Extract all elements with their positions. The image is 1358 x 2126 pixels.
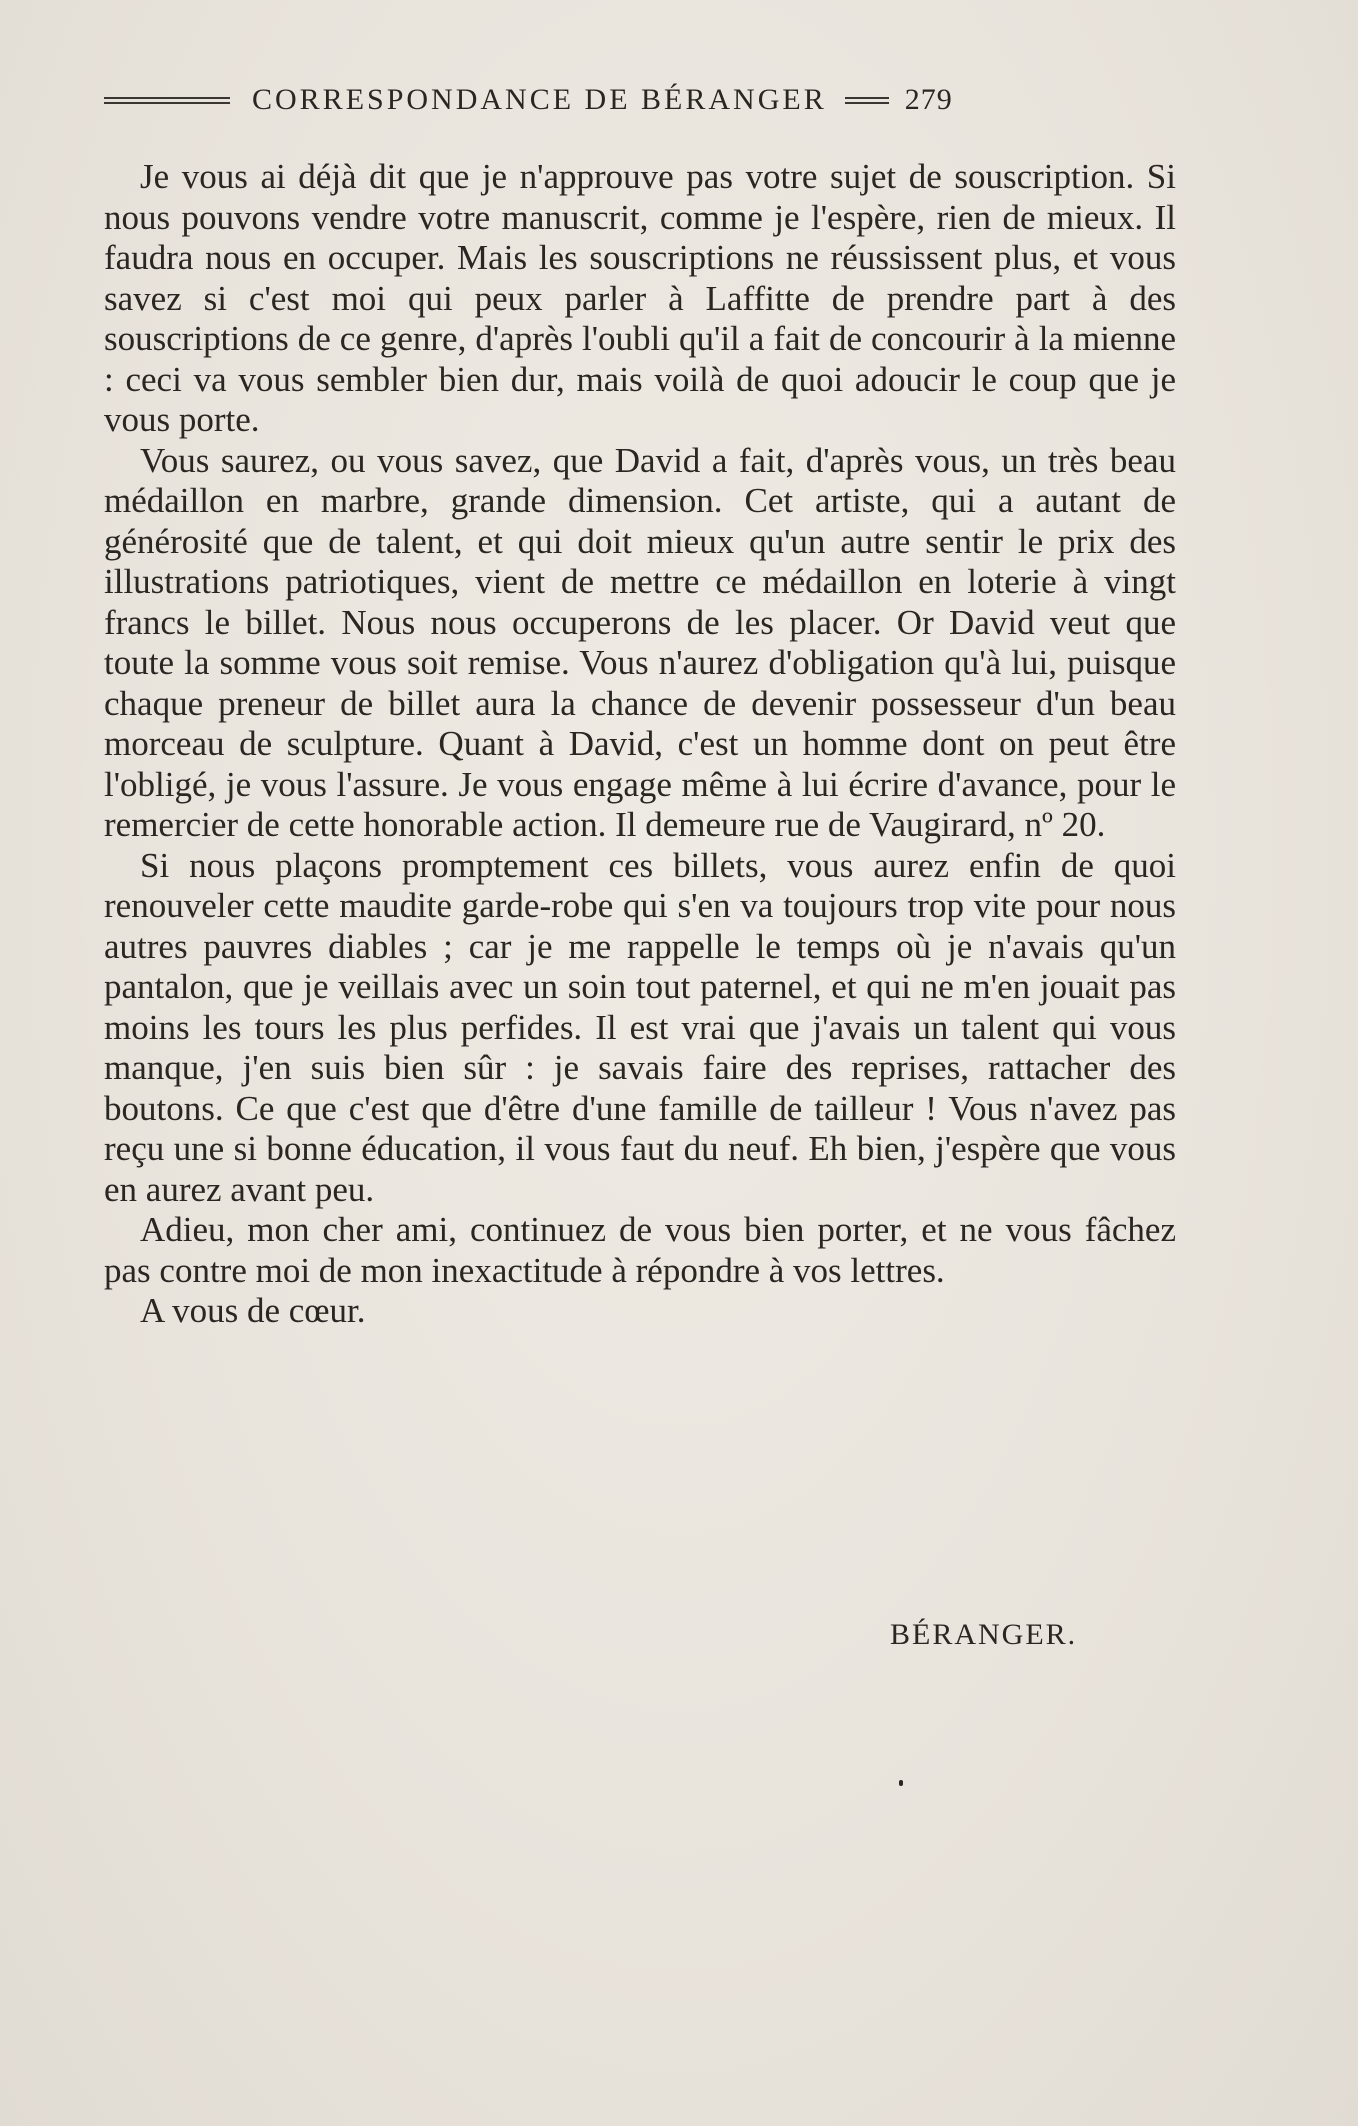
paragraph: Si nous plaçons promptement ces billets, vous aurez enfin de quoi renouveler cette maudite garde-robe qui s'en va toujours trop vite pour nous autres pauvres diables ; car je me rappelle le temps où je n'avais qu'un pantalon, que je veillais avec un soin tout paternel, et qui ne m'en jouait pas moins les tours les plus perfides. Il est vrai que j'avais un talent qui vous manque, j'en suis bien sûr : je savais faire des reprises, rattacher des boutons. Ce que c'est que d'être d'une famille de tailleur ! Vous n'avez pas reçu une si bonne éducation, il vous faut du neuf. Eh bien, j'espère que vous en aurez avant peu. <box>104 845 1176 1209</box>
page-header <box>104 78 1176 122</box>
paragraph: Je vous ai déjà dit que je n'approuve pas votre sujet de souscription. Si nous pouvons vendre votre manuscrit, comme je l'espère, rien de mieux. Il faudra nous en occuper. Mais les souscriptions ne réussissent plus, et vous savez si c'est moi qui peux parler à Laffitte de prendre part à des souscriptions de ce genre, d'après l'oubli qu'il a fait de concourir à la mienne : ceci va vous sembler bien dur, mais voilà de quoi adoucir le coup que je vous porte. <box>104 157 1176 439</box>
header-rule-left <box>104 97 230 104</box>
paragraph: Adieu, mon cher ami, continuez de vous bien porter, et ne vous fâchez pas contre moi de mon inexactitude à répondre à vos lettres. <box>104 1210 1176 1290</box>
letter-body <box>104 157 1176 1332</box>
page-number: 279 <box>904 83 953 116</box>
header-rule-right <box>845 97 889 104</box>
paragraph: Vous saurez, ou vous savez, que David a fait, d'après vous, un très beau médaillon en marbre, grande dimension. Cet artiste, qui a autant de générosité que de talent, et qui doit mieux qu'un autre sentir le prix des illustrations patriotiques, vient de mettre ce médaillon en loterie à vingt francs le billet. Nous nous occuperons de les placer. Or David veut que toute la somme vous soit remise. Vous n'aurez d'obligation qu'à lui, puisque chaque preneur de billet aura la chance de devenir possesseur d'un beau morceau de sculpture. Quant à David, c'est un homme dont on peut être l'obligé, je vous l'assure. Je vous engage même à lui écrire d'avance, pour le remercier de cette honorable action. Il demeure rue de Vaugirard, nº 20. <box>104 440 1176 844</box>
closing-line: A vous de cœur. <box>140 1291 366 1330</box>
ink-speck <box>899 1780 903 1786</box>
signature: BÉRANGER. <box>890 1618 1078 1651</box>
running-title: CORRESPONDANCE DE BÉRANGER <box>252 83 827 116</box>
